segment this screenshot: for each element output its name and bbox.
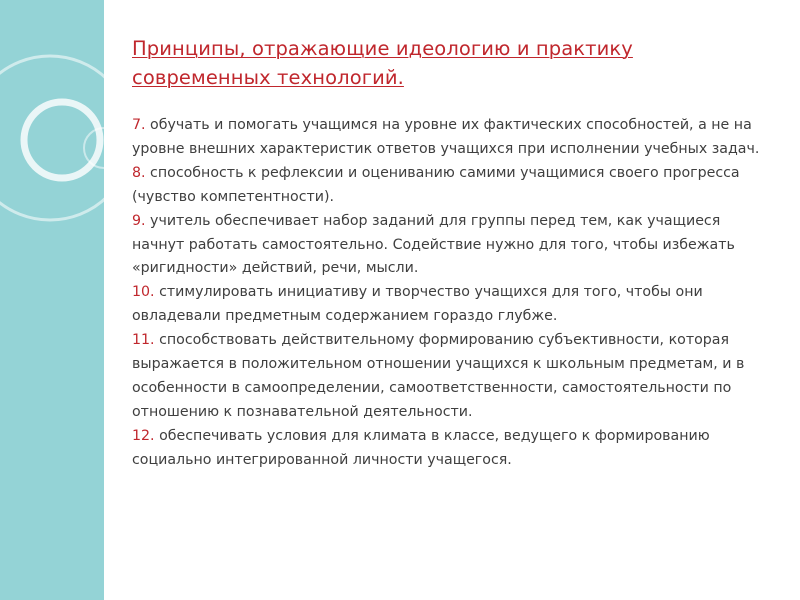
inner-ring-icon xyxy=(24,102,100,178)
item-number: 10. xyxy=(132,284,155,301)
list-item xyxy=(132,210,777,282)
item-text: способствовать действительному формированию субъективности, которая выражается в положительном отношении учащихся к школьным предметам, и в особенности в самоопределении, самоответственности, самостоятельности по отношению к познавательной деятельности. xyxy=(132,332,745,420)
list-item xyxy=(132,281,777,329)
item-text: обеспечивать условия для климата в классе, ведущего к формированию социально интегрированной личности учащегося. xyxy=(132,427,710,468)
item-number: 9. xyxy=(132,212,146,229)
item-number: 8. xyxy=(132,164,146,181)
slide-content xyxy=(132,34,777,473)
item-number: 7. xyxy=(132,117,146,133)
small-ring-icon xyxy=(84,128,124,168)
item-number: 12. xyxy=(132,427,155,444)
list-item xyxy=(132,114,777,162)
item-text: стимулировать инициативу и творчество учащихся для того, чтобы они овладевали предметным содержанием гораздо глубже. xyxy=(132,284,703,325)
slide-title: Принципы, отражающие идеологию и практику современных технологий. xyxy=(132,37,633,89)
outer-ring-icon xyxy=(0,56,132,220)
item-text: способность к рефлексии и оцениванию самими учащимися своего прогресса (чувство компетентности). xyxy=(132,164,740,205)
decorative-circles-icon xyxy=(0,0,140,260)
list-item xyxy=(132,162,777,210)
item-text: учитель обеспечивает набор заданий для группы перед тем, как учащиеся начнут работать самостоятельно. Содействие нужно для того, чтобы избежать «ригидности» действий, речи, мысли. xyxy=(132,212,735,277)
list-item xyxy=(132,329,777,425)
item-text: обучать и помогать учащимся на уровне их фактических способностей, а не на уровне внешних характеристик ответов учащихся при исполнении учебных задач. xyxy=(132,117,760,157)
list-item xyxy=(132,425,777,473)
item-number: 11. xyxy=(132,332,155,349)
principles-list xyxy=(132,114,777,473)
